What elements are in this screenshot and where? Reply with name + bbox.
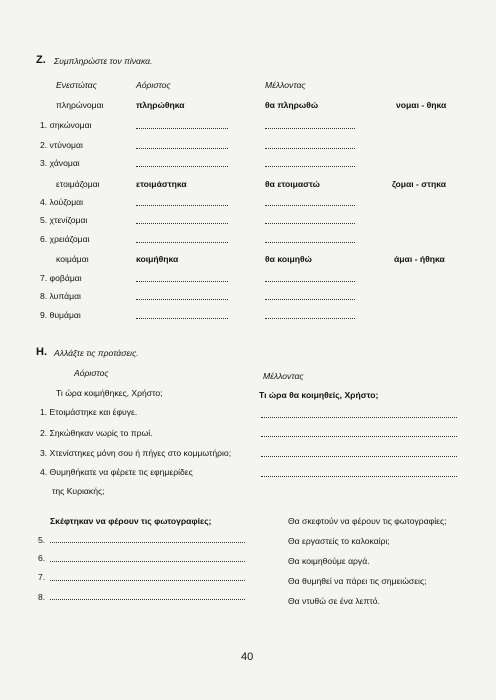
exercise-item: 5. χτενίζομαι [40,215,88,225]
example-future: θα πληρωθώ [265,100,319,110]
exercise-sentence: 3. Χτενίστηκες μόνη σου ή πήγες στο κομμωτήριο; [40,448,232,458]
example-present: κοιμάμαι [56,254,89,264]
answer-blank-future[interactable] [265,205,355,206]
example-aorist-sentence: Τι ώρα κοιμήθηκες, Χρήστο; [56,388,163,398]
answer-blank-future[interactable] [265,223,355,224]
exercise-number: 8. [38,592,46,602]
header-future: Μέλλοντας [265,80,306,90]
exercise-item: 1. σηκώνομαι [40,120,92,130]
future-sentence: Θα θυμηθεί να πάρει τις σημειώσεις; [288,576,427,586]
answer-blank-aorist[interactable] [136,223,228,224]
answer-blank-aorist[interactable] [136,299,228,300]
exercise-item: 4. λούζομαι [40,197,84,207]
exercise-number: 7. [38,572,46,582]
answer-blank-future[interactable] [265,148,355,149]
header-future-h: Μέλλοντας [263,371,304,381]
future-sentence: Θα εργαστείς το καλοκαίρι; [288,536,390,546]
exercise-item: 7. φοβάμαι [40,273,82,283]
exercise-item: 2. ντύνομαι [40,140,83,150]
pattern-label: νομαι - θηκα [396,100,447,110]
answer-blank-aorist[interactable] [136,281,228,282]
pattern-label: άμαι - ήθηκα [394,254,445,264]
answer-blank-future[interactable] [265,281,355,282]
exercise-sentence: 2. Σηκώθηκαν νωρίς το πρωί. [40,428,153,438]
example-aorist: πληρώθηκα [136,100,185,110]
answer-blank-aorist[interactable] [50,580,245,581]
example-present: πληρώνομαι [56,100,104,110]
exercise-item: 8. λυπάμαι [40,291,81,301]
exercise-item: 3. χάνομαι [40,158,80,168]
answer-blank-aorist[interactable] [50,542,245,543]
exercise-sentence: 4. Θυμηθήκατε να φέρετε τις εφημερίδες [40,467,193,477]
example-aorist: ετοιμάστηκα [136,179,187,189]
section-z-letter: Ζ. [36,54,46,66]
header-aorist-h: Αόριστος [74,368,109,378]
answer-blank-aorist[interactable] [136,205,228,206]
answer-blank-future[interactable] [261,436,457,437]
example2-future-sentence: Θα σκεφτούν να φέρουν τις φωτογραφίες; [288,516,447,526]
future-sentence: Θα κοιμηθούμε αργά. [288,556,370,566]
example-present: ετοιμάζομαι [56,179,100,189]
section-h-instruction: Αλλάξτε τις προτάσεις. [54,348,139,358]
answer-blank-aorist[interactable] [136,318,228,319]
answer-blank-future[interactable] [265,299,355,300]
exercise-sentence: 1. Ετοιμάστηκε και έφυγε. [40,407,138,417]
example-aorist: κοιμήθηκα [136,254,179,264]
exercise-item: 6. χρειάζομαι [40,234,90,244]
answer-blank-future[interactable] [261,456,457,457]
answer-blank-future[interactable] [265,128,355,129]
answer-blank-aorist[interactable] [50,561,245,562]
example2-aorist-sentence: Σκέφτηκαν να φέρουν τις φωτογραφίες; [50,516,212,526]
answer-blank-aorist[interactable] [136,166,228,167]
answer-blank-future[interactable] [265,318,355,319]
answer-blank-aorist[interactable] [136,128,228,129]
section-h-letter: Η. [36,346,47,358]
exercise-number: 6. [38,553,46,563]
answer-blank-future[interactable] [261,476,457,477]
future-sentence: Θα ντυθώ σε ένα λεπτό. [288,596,380,606]
example-future-sentence: Τι ώρα θα κοιμηθείς, Χρήστο; [259,390,379,400]
answer-blank-aorist[interactable] [136,242,228,243]
example-future: θα ετοιμαστώ [265,179,320,189]
answer-blank-future[interactable] [265,166,355,167]
exercise-item: 9. θυμάμαι [40,310,81,320]
header-present: Ενεστώτας [56,80,97,90]
header-aorist: Αόριστος [136,80,171,90]
exercise-sentence-continued: της Κυριακής; [52,486,105,496]
page-number: 40 [241,651,254,663]
exercise-number: 5. [38,535,46,545]
answer-blank-aorist[interactable] [136,148,228,149]
answer-blank-future[interactable] [265,242,355,243]
pattern-label: ζομαι - στηκα [392,179,447,189]
example-future: θα κοιμηθώ [265,254,312,264]
answer-blank-future[interactable] [261,417,457,418]
section-z-instruction: Συμπληρώστε τον πίνακα. [54,56,153,66]
answer-blank-aorist[interactable] [50,599,245,600]
